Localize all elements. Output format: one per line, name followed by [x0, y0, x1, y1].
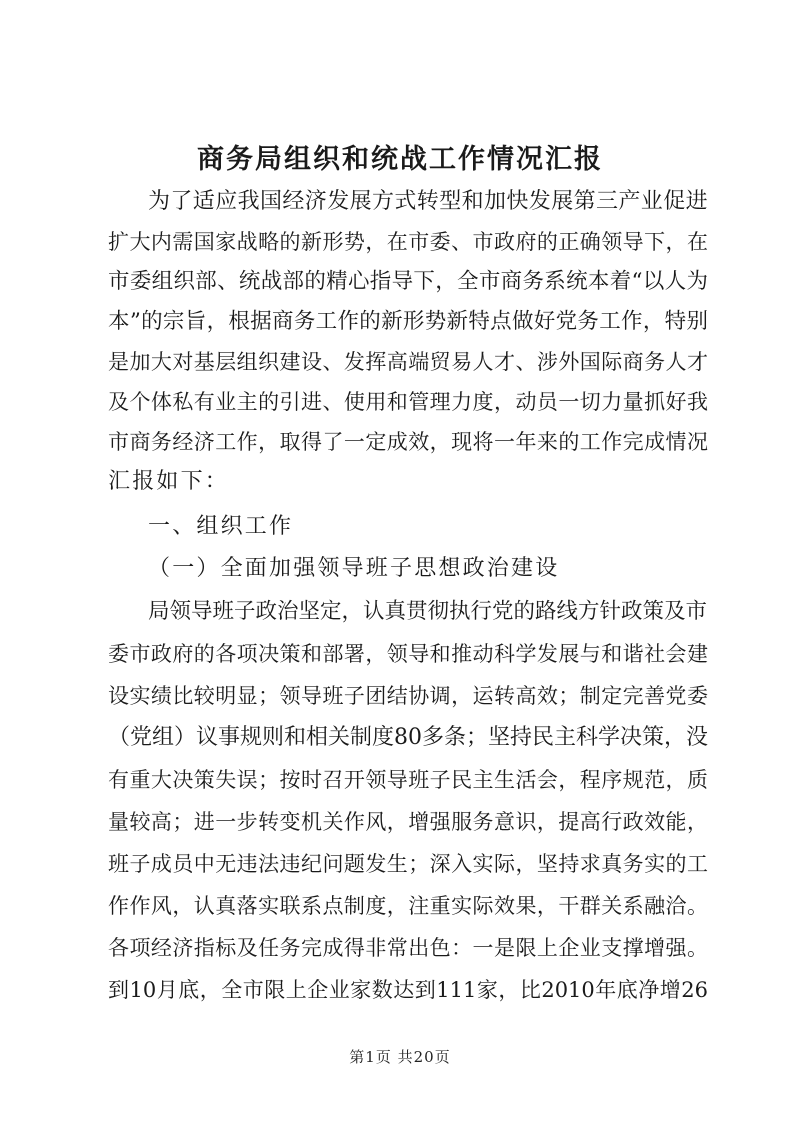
paragraph-line: 局领导班子政治坚定，认真贯彻执行党的路线方针政策及市	[148, 599, 708, 624]
page-number-footer: 第1页 共20页	[349, 1048, 451, 1066]
paragraph-line: 委市政府的各项决策和部署，领导和推动科学发展与和谐社会建	[108, 642, 708, 666]
paragraph-line: 为了适应我国经济发展方式转型和加快发展第三产业促进	[148, 189, 709, 214]
paragraph-line: 扩大内需国家战略的新形势，在市委、市政府的正确领导下，在	[108, 230, 708, 254]
paragraph-line: 班子成员中无违法违纪问题发生；深入实际，坚持求真务实的工	[108, 852, 708, 876]
section-heading: 一、组织工作	[148, 514, 294, 539]
paragraph-line: 是加大对基层组织建设、发挥高端贸易人才、涉外国际商务人才	[108, 350, 708, 374]
document-title: 商务局组织和统战工作情况汇报	[197, 144, 603, 175]
paragraph-line: 到10月底，全市限上企业家数达到111家，比2010年底净增26	[108, 978, 708, 1002]
paragraph-line: 有重大决策失误；按时召开领导班子民主生活会，程序规范，质	[108, 768, 708, 792]
paragraph-line: （党组）议事规则和相关制度80多条；坚持民主科学决策，没	[108, 725, 708, 750]
paragraph-line: 各项经济指标及任务完成得非常出色：一是限上企业支撑增强。	[108, 936, 708, 960]
paragraph-line: 及个体私有业主的引进、使用和管理力度，动员一切力量抓好我	[108, 390, 708, 414]
paragraph-line: 作作风，认真落实联系点制度，注重实际效果，干群关系融洽。	[108, 894, 708, 918]
paragraph-line: 汇报如下：	[108, 469, 230, 494]
paragraph-line: 设实绩比较明显；领导班子团结协调，运转高效；制定完善党委	[108, 684, 708, 708]
paragraph-line: 市商务经济工作，取得了一定成效，现将一年来的工作完成情况	[108, 430, 708, 454]
paragraph-line: 本”的宗旨，根据商务工作的新形势新特点做好党务工作，特别	[108, 309, 708, 334]
subsection-heading: （一）全面加强领导班子思想政治建设	[148, 556, 560, 581]
paragraph-line: 量较高；进一步转变机关作风，增强服务意识，提高行政效能，	[108, 810, 708, 834]
paragraph-line: 市委组织部、统战部的精心指导下，全市商务系统本着“以人为	[108, 269, 708, 294]
